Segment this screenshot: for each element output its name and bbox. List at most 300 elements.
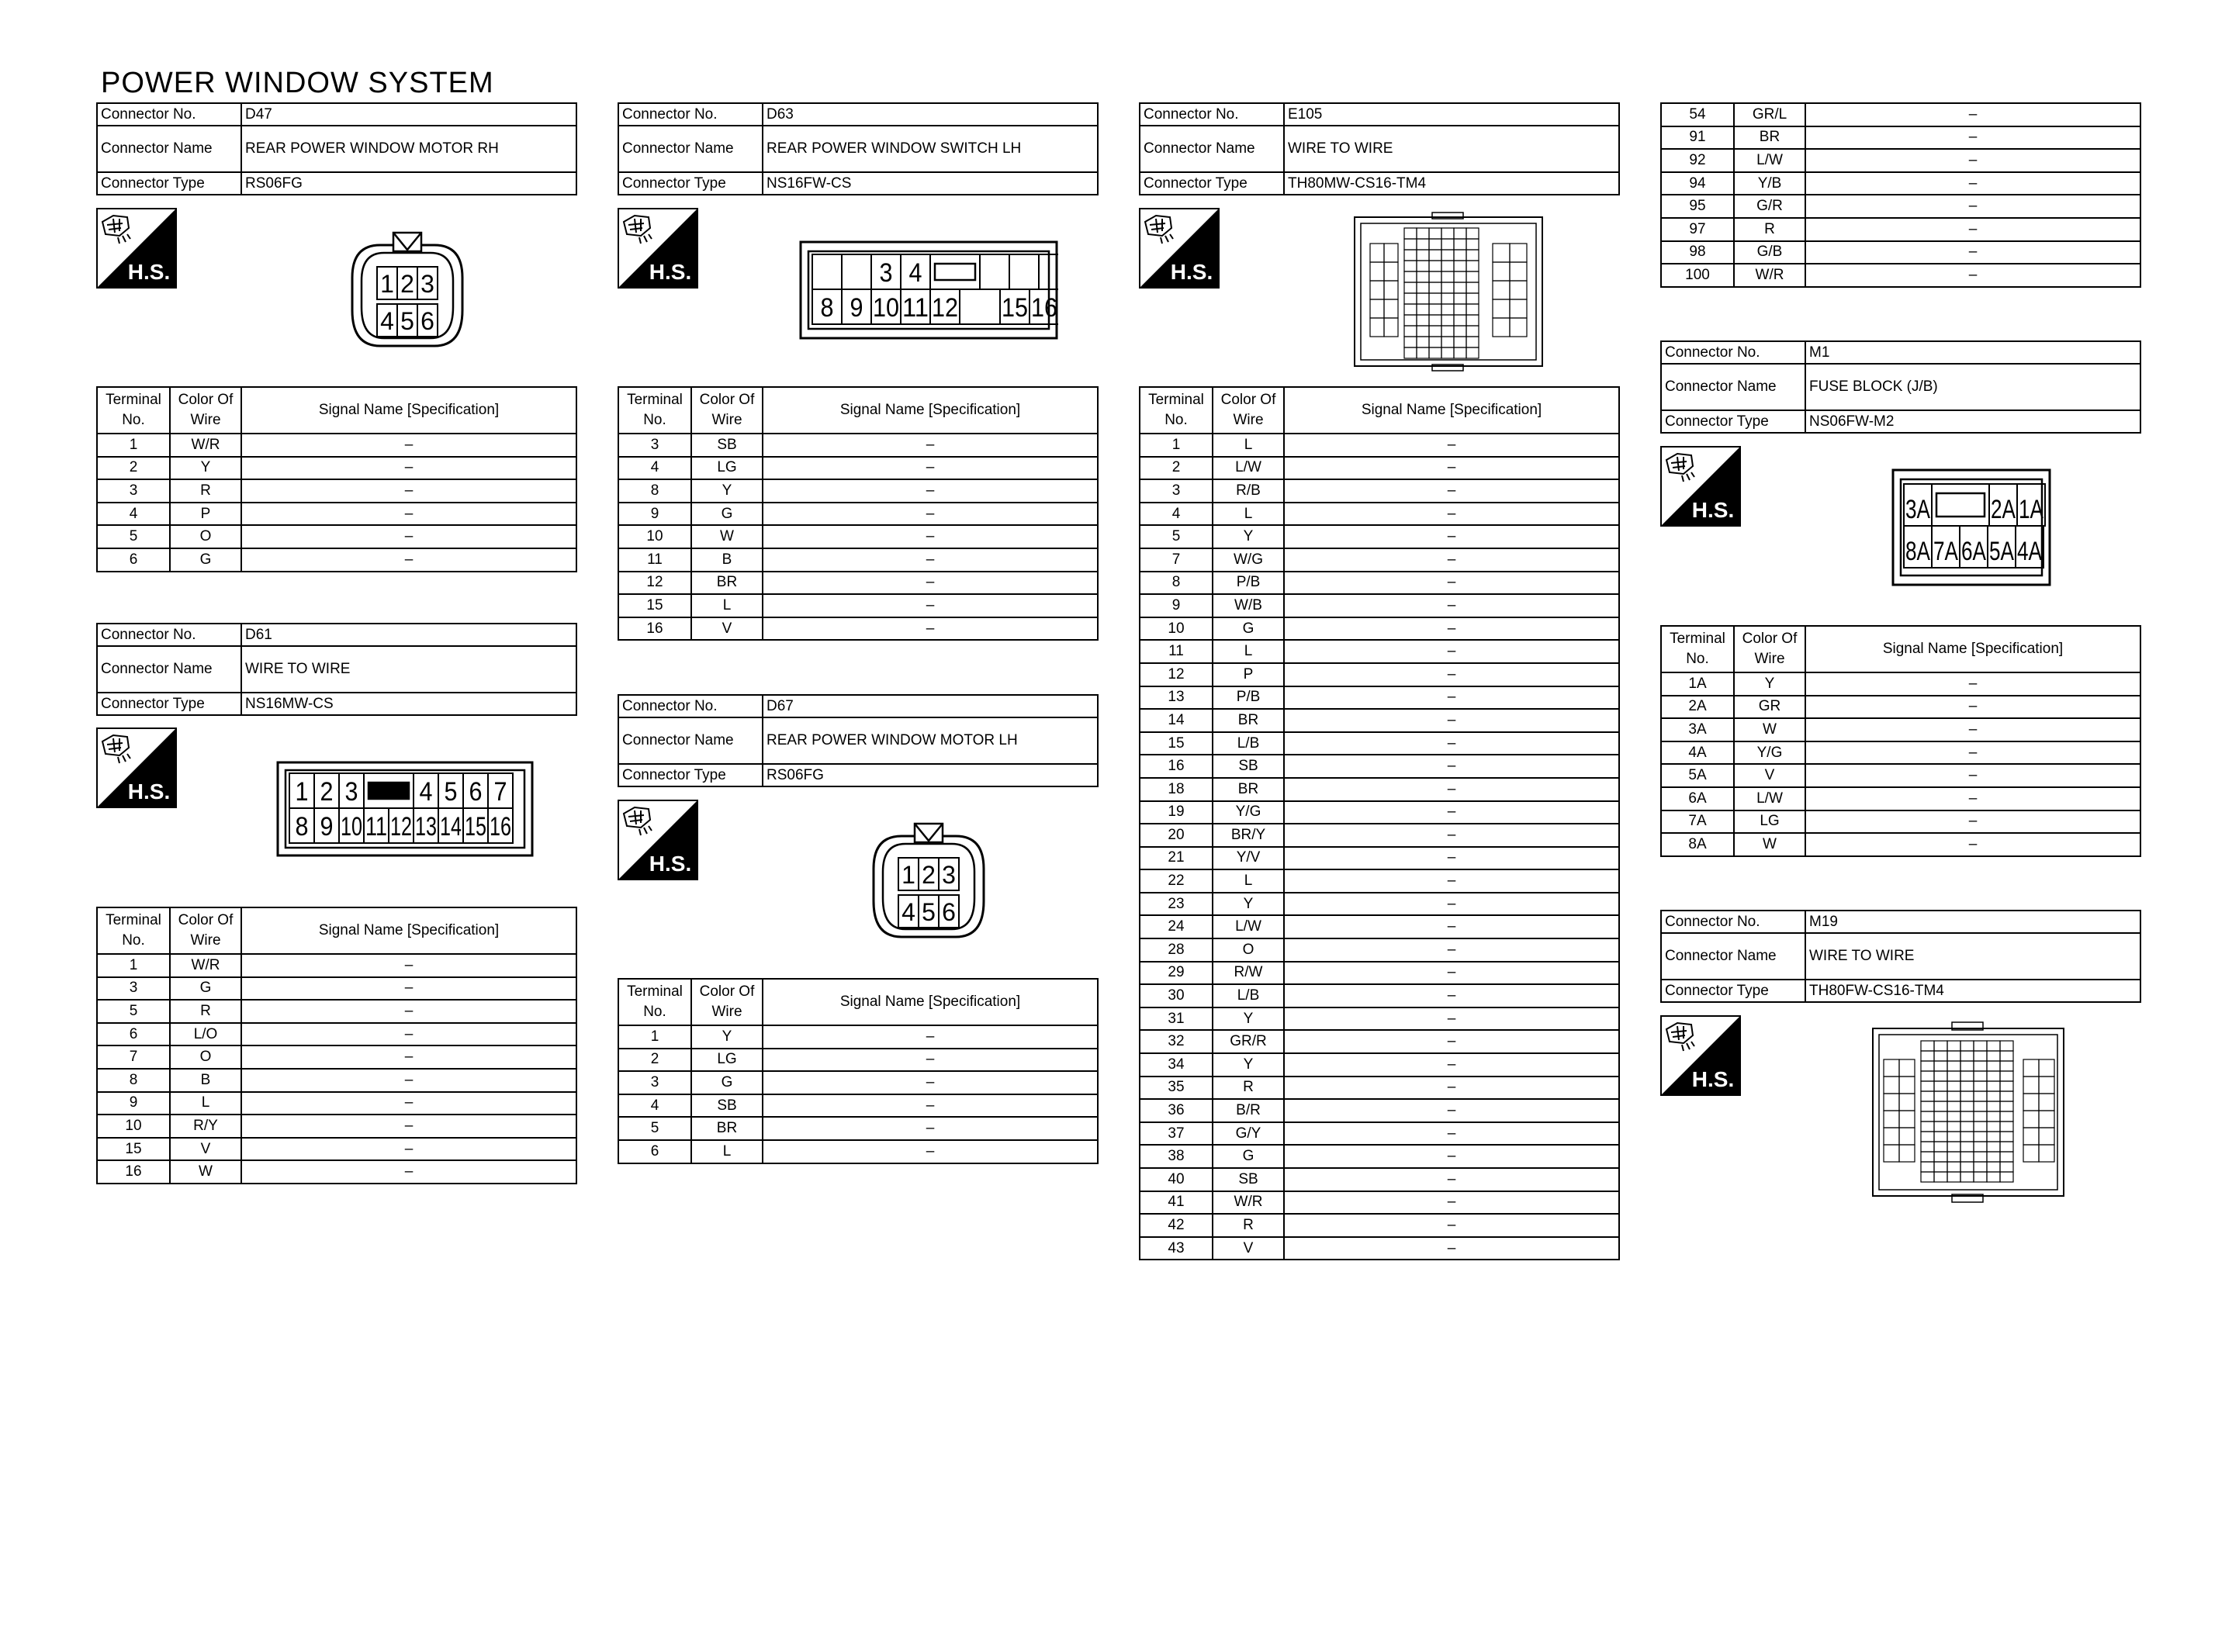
pin-row: [618, 1140, 1098, 1163]
terminal-no-cell: 4: [1140, 503, 1213, 526]
connector-type-label: Connector Type: [618, 764, 763, 786]
terminal-no-cell: 21: [1140, 847, 1213, 870]
signal-name-cell: –: [1805, 172, 2140, 195]
pin-number-label: 6: [469, 777, 483, 807]
pin-table-header: [97, 907, 576, 954]
signal-name-cell: –: [1805, 741, 2140, 765]
signal-name-cell: –: [1284, 1145, 1619, 1168]
connector-type-value: NS16FW-CS: [763, 172, 1098, 195]
terminal-no-cell: 12: [618, 572, 691, 595]
signal-name-cell: –: [1805, 696, 2140, 719]
terminal-no-cell: 6: [97, 548, 170, 572]
signal-name-cell: –: [763, 1025, 1098, 1049]
signal-name-cell: –: [1284, 479, 1619, 503]
terminal-no-cell: 12: [1140, 663, 1213, 686]
pin-row: [1661, 172, 2140, 195]
hs-connector-icon: [1139, 208, 1220, 289]
signal-name-cell: –: [241, 1000, 576, 1023]
wire-color-cell: Y/V: [1213, 847, 1284, 870]
signal-name-header: Signal Name [Specification]: [763, 979, 1098, 1025]
pin-row: [1140, 434, 1619, 457]
pin-row: [1140, 594, 1619, 617]
signal-name-cell: –: [1284, 801, 1619, 824]
pin-row: [97, 1115, 576, 1138]
signal-name-cell: –: [241, 1160, 576, 1184]
connector-m1: [1660, 340, 2141, 434]
signal-name-cell: –: [1284, 869, 1619, 893]
signal-name-cell: –: [241, 1138, 576, 1161]
wire-color-cell: Y: [691, 479, 763, 503]
connector-type-value: NS06FW-M2: [1805, 410, 2140, 433]
pin-number-label: 9: [850, 293, 863, 323]
pin-row: [618, 1025, 1098, 1049]
pin-row: [1661, 149, 2140, 172]
connector-type-label: Connector Type: [618, 172, 763, 195]
hs-connector-icon: [1660, 446, 1741, 527]
wire-color-cell: SB: [691, 434, 763, 457]
signal-name-cell: –: [1284, 847, 1619, 870]
signal-name-cell: –: [763, 594, 1098, 617]
wire-color-cell: L: [1213, 869, 1284, 893]
terminal-no-cell: 1: [97, 954, 170, 977]
signal-name-cell: –: [241, 977, 576, 1001]
color-of-wire-header: Color Of Wire: [691, 387, 763, 434]
terminal-no-cell: 4A: [1661, 741, 1734, 765]
pin-number-label: 5: [444, 777, 458, 807]
terminal-no-cell: 1A: [1661, 672, 1734, 696]
terminal-no-cell: 14: [1140, 709, 1213, 732]
pin-number-label: 4: [419, 777, 433, 807]
pin-row: [618, 572, 1098, 595]
connector-no-value: E105: [1284, 103, 1619, 126]
signal-name-cell: –: [241, 954, 576, 977]
pin-row: [1661, 264, 2140, 287]
terminal-no-header: Terminal No.: [618, 979, 691, 1025]
signal-name-cell: –: [1284, 709, 1619, 732]
hand-side-icon: [618, 208, 698, 289]
pin-row: [1140, 869, 1619, 893]
connector-info-table: [618, 694, 1099, 787]
hand-side-icon: [1660, 446, 1741, 527]
connector-info-table: [618, 102, 1099, 195]
wire-color-cell: GR/R: [1213, 1030, 1284, 1053]
pin-row: [97, 1069, 576, 1092]
wire-color-cell: GR/L: [1734, 103, 1805, 126]
wire-color-cell: BR: [1213, 778, 1284, 801]
pin-table-e105-wrap: [1139, 386, 1620, 1260]
terminal-no-cell: 3A: [1661, 718, 1734, 741]
wire-color-cell: R: [170, 1000, 241, 1023]
pin-row: [1140, 686, 1619, 710]
pin-row: [97, 548, 576, 572]
pin-row: [97, 479, 576, 503]
wire-color-cell: L: [170, 1092, 241, 1115]
signal-name-cell: –: [1805, 787, 2140, 810]
connector-no-value: D63: [763, 103, 1098, 126]
pin-row: [618, 1094, 1098, 1118]
terminal-no-cell: 8: [97, 1069, 170, 1092]
signal-name-cell: –: [1805, 241, 2140, 264]
signal-name-header: Signal Name [Specification]: [241, 387, 576, 434]
terminal-no-cell: 43: [1140, 1237, 1213, 1260]
wire-color-cell: R: [1734, 218, 1805, 241]
wire-color-cell: GR: [1734, 696, 1805, 719]
wire-color-cell: SB: [1213, 1168, 1284, 1191]
wire-color-cell: W/B: [1213, 594, 1284, 617]
pin-row: [1140, 778, 1619, 801]
pin-table-header: [97, 387, 576, 434]
pin-row: [1140, 938, 1619, 962]
pin-number-label: 12: [932, 293, 958, 323]
pin-number-label: 2: [922, 861, 936, 889]
wire-color-cell: W: [691, 525, 763, 548]
signal-name-header: Signal Name [Specification]: [763, 387, 1098, 434]
pin-number-label: 3A: [1905, 495, 1931, 524]
pin-number-label: 2: [320, 777, 334, 807]
connector-name-value: REAR POWER WINDOW SWITCH LH: [763, 126, 1098, 172]
terminal-no-cell: 2A: [1661, 696, 1734, 719]
signal-name-cell: –: [1284, 1168, 1619, 1191]
terminal-no-cell: 8A: [1661, 833, 1734, 856]
wire-color-cell: W/R: [170, 434, 241, 457]
wire-color-cell: W/G: [1213, 548, 1284, 572]
hs-label: H.S.: [1170, 260, 1213, 284]
pin-row: [97, 1160, 576, 1184]
terminal-no-cell: 1: [618, 1025, 691, 1049]
pin-row: [1661, 787, 2140, 810]
pin-number-label: 2A: [1991, 495, 2016, 524]
wire-color-cell: L/W: [1734, 149, 1805, 172]
wire-color-cell: G: [1213, 617, 1284, 641]
pin-table-header: [1661, 626, 2140, 672]
connector-e105: [1139, 102, 1620, 195]
pin-number-label: 4A: [2017, 537, 2043, 566]
wire-color-cell: V: [1734, 764, 1805, 787]
hand-side-icon: [1139, 208, 1220, 289]
connector-info-table: [1660, 340, 2141, 434]
pin-number-label: 4: [380, 307, 394, 335]
pin-number-label: 10: [341, 812, 362, 842]
pin-number-label: 10: [873, 293, 899, 323]
wire-color-cell: W: [170, 1160, 241, 1184]
signal-name-cell: –: [763, 1094, 1098, 1118]
wire-color-cell: R/Y: [170, 1115, 241, 1138]
signal-name-cell: –: [1284, 1007, 1619, 1031]
terminal-no-cell: 3: [618, 1071, 691, 1094]
hand-side-icon: [618, 800, 698, 880]
terminal-no-cell: 30: [1140, 984, 1213, 1007]
terminal-no-cell: 23: [1140, 893, 1213, 916]
signal-name-cell: –: [1284, 755, 1619, 778]
terminal-no-cell: 8: [1140, 572, 1213, 595]
connector-name-value: WIRE TO WIRE: [1284, 126, 1619, 172]
terminal-no-cell: 18: [1140, 778, 1213, 801]
hs-label: H.S.: [1691, 498, 1735, 522]
wire-color-cell: L/B: [1213, 732, 1284, 755]
wire-color-cell: W: [1734, 718, 1805, 741]
pin-row: [1661, 810, 2140, 834]
terminal-no-cell: 19: [1140, 801, 1213, 824]
hand-side-icon: [96, 728, 177, 808]
terminal-no-cell: 7: [97, 1045, 170, 1069]
color-of-wire-header: Color Of Wire: [1213, 387, 1284, 434]
pin-row: [1140, 962, 1619, 985]
wire-color-cell: W/R: [1213, 1191, 1284, 1215]
wire-color-cell: L: [1213, 434, 1284, 457]
connector-name-label: Connector Name: [1661, 364, 1805, 410]
signal-name-cell: –: [1284, 1122, 1619, 1146]
pin-table-d47: [96, 386, 577, 572]
wire-color-cell: R/W: [1213, 962, 1284, 985]
connector-type-label: Connector Type: [1140, 172, 1284, 195]
pin-number-label: 16: [1031, 293, 1057, 323]
connector-info-table: [1139, 102, 1620, 195]
signal-name-cell: –: [1284, 893, 1619, 916]
signal-name-cell: –: [763, 572, 1098, 595]
pin-row: [1140, 1030, 1619, 1053]
signal-name-cell: –: [1284, 617, 1619, 641]
signal-name-cell: –: [1284, 663, 1619, 686]
signal-name-cell: –: [1284, 503, 1619, 526]
pin-row: [1661, 126, 2140, 150]
terminal-no-cell: 7: [1140, 548, 1213, 572]
wire-color-cell: G: [1213, 1145, 1284, 1168]
terminal-no-header: Terminal No.: [1661, 626, 1734, 672]
pin-row: [618, 503, 1098, 526]
connector-d47-face-diagram: [349, 230, 465, 349]
hs-connector-icon: [618, 208, 698, 289]
signal-name-cell: –: [1805, 103, 2140, 126]
pin-row: [1140, 663, 1619, 686]
pin-row: [1140, 984, 1619, 1007]
signal-name-cell: –: [241, 525, 576, 548]
connector-no-label: Connector No.: [97, 103, 241, 126]
terminal-no-cell: 9: [1140, 594, 1213, 617]
pin-number-label: 3: [942, 861, 956, 889]
signal-name-cell: –: [763, 525, 1098, 548]
signal-name-cell: –: [1284, 525, 1619, 548]
terminal-no-header: Terminal No.: [97, 907, 170, 954]
pin-row: [618, 594, 1098, 617]
wire-color-cell: G: [170, 977, 241, 1001]
signal-name-cell: –: [241, 1045, 576, 1069]
pin-row: [97, 977, 576, 1001]
pin-number-label: 11: [365, 812, 387, 842]
signal-name-cell: –: [1284, 915, 1619, 938]
pin-table-header: [618, 979, 1098, 1025]
pin-number-label: 15: [1002, 293, 1028, 323]
pin-number-label: 2: [400, 270, 414, 298]
connector-name-label: Connector Name: [97, 126, 241, 172]
pin-row: [1661, 103, 2140, 126]
pin-row: [618, 479, 1098, 503]
signal-name-cell: –: [241, 548, 576, 572]
terminal-no-cell: 15: [1140, 732, 1213, 755]
wire-color-cell: LG: [691, 457, 763, 480]
connector-e105-face-diagram: [1353, 211, 1544, 374]
terminal-no-cell: 16: [1140, 755, 1213, 778]
signal-name-cell: –: [1805, 149, 2140, 172]
wire-color-cell: O: [1213, 938, 1284, 962]
wire-color-cell: BR/Y: [1213, 824, 1284, 847]
pin-number-label: 4: [901, 898, 915, 926]
wire-color-cell: R: [1213, 1214, 1284, 1237]
pin-row: [1661, 218, 2140, 241]
wire-color-cell: L/W: [1213, 915, 1284, 938]
pin-row: [1661, 696, 2140, 719]
pin-number-label: 6: [420, 307, 434, 335]
pin-row: [1140, 457, 1619, 480]
terminal-no-cell: 8: [618, 479, 691, 503]
hs-label: H.S.: [1691, 1067, 1735, 1091]
signal-name-cell: –: [763, 617, 1098, 641]
signal-name-cell: –: [763, 548, 1098, 572]
wire-color-cell: R: [170, 479, 241, 503]
pin-row: [618, 1117, 1098, 1140]
pin-table-header: [1140, 387, 1619, 434]
wire-color-cell: B: [691, 548, 763, 572]
pin-row: [1140, 801, 1619, 824]
color-of-wire-header: Color Of Wire: [1734, 626, 1805, 672]
terminal-no-cell: 5: [97, 525, 170, 548]
signal-name-cell: –: [763, 457, 1098, 480]
connector-name-label: Connector Name: [1140, 126, 1284, 172]
wire-color-cell: P/B: [1213, 686, 1284, 710]
pin-row: [97, 1023, 576, 1046]
terminal-no-cell: 9: [97, 1092, 170, 1115]
wire-color-cell: L/B: [1213, 984, 1284, 1007]
wire-color-cell: O: [170, 525, 241, 548]
pin-row: [1661, 741, 2140, 765]
pin-table-e105: [1139, 386, 1620, 1260]
pin-number-label: 16: [490, 812, 511, 842]
terminal-no-cell: 4: [97, 503, 170, 526]
pin-row: [618, 1049, 1098, 1072]
terminal-no-cell: 97: [1661, 218, 1734, 241]
pin-row: [97, 1092, 576, 1115]
terminal-no-cell: 95: [1661, 195, 1734, 218]
terminal-no-cell: 32: [1140, 1030, 1213, 1053]
signal-name-cell: –: [1284, 1214, 1619, 1237]
connector-type-value: TH80MW-CS16-TM4: [1284, 172, 1619, 195]
wire-color-cell: W: [1734, 833, 1805, 856]
pin-number-label: 7: [493, 777, 507, 807]
terminal-no-cell: 6A: [1661, 787, 1734, 810]
signal-name-cell: –: [1805, 218, 2140, 241]
signal-name-cell: –: [241, 1069, 576, 1092]
pin-table-d67: [618, 978, 1099, 1164]
terminal-no-cell: 24: [1140, 915, 1213, 938]
hs-connector-icon: [96, 208, 177, 289]
wire-color-cell: P: [170, 503, 241, 526]
wire-color-cell: L/W: [1213, 457, 1284, 480]
signal-name-cell: –: [1284, 434, 1619, 457]
connector-no-label: Connector No.: [1661, 341, 1805, 364]
connector-no-label: Connector No.: [618, 695, 763, 717]
pin-row: [1140, 1191, 1619, 1215]
pin-row: [97, 457, 576, 480]
pin-row: [1140, 617, 1619, 641]
terminal-no-cell: 91: [1661, 126, 1734, 150]
connector-d67-face-diagram: [870, 821, 987, 940]
connector-no-label: Connector No.: [1661, 911, 1805, 933]
pin-row: [618, 457, 1098, 480]
connector-no-label: Connector No.: [1140, 103, 1284, 126]
connector-name-label: Connector Name: [618, 717, 763, 764]
pin-row: [1140, 847, 1619, 870]
terminal-no-cell: 34: [1140, 1053, 1213, 1077]
wire-color-cell: Y: [1213, 1007, 1284, 1031]
pin-row: [1661, 833, 2140, 856]
signal-name-cell: –: [241, 1092, 576, 1115]
terminal-no-cell: 98: [1661, 241, 1734, 264]
signal-name-cell: –: [1284, 594, 1619, 617]
terminal-no-cell: 6: [97, 1023, 170, 1046]
terminal-no-cell: 15: [618, 594, 691, 617]
wire-color-cell: V: [1213, 1237, 1284, 1260]
hand-side-icon: [96, 208, 177, 289]
signal-name-cell: –: [763, 434, 1098, 457]
connector-no-value: D61: [241, 624, 576, 646]
pin-row: [1140, 640, 1619, 663]
signal-name-cell: –: [1805, 195, 2140, 218]
terminal-no-cell: 7A: [1661, 810, 1734, 834]
pin-number-label: 5: [922, 898, 936, 926]
pin-row: [97, 503, 576, 526]
connector-name-value: REAR POWER WINDOW MOTOR RH: [241, 126, 576, 172]
terminal-no-cell: 92: [1661, 149, 1734, 172]
signal-name-cell: –: [1805, 264, 2140, 287]
connector-name-value: FUSE BLOCK (J/B): [1805, 364, 2140, 410]
color-of-wire-header: Color Of Wire: [170, 907, 241, 954]
terminal-no-cell: 5A: [1661, 764, 1734, 787]
terminal-no-cell: 1: [1140, 434, 1213, 457]
pin-row: [618, 617, 1098, 641]
pin-number-label: 5: [400, 307, 414, 335]
pin-number-label: 6: [942, 898, 956, 926]
wire-color-cell: L/O: [170, 1023, 241, 1046]
wire-color-cell: G: [691, 503, 763, 526]
terminal-no-cell: 2: [618, 1049, 691, 1072]
terminal-no-cell: 100: [1661, 264, 1734, 287]
pin-row: [97, 434, 576, 457]
terminal-no-cell: 3: [1140, 479, 1213, 503]
terminal-no-cell: 3: [618, 434, 691, 457]
pin-number-label: 1A: [2019, 495, 2044, 524]
signal-name-cell: –: [763, 479, 1098, 503]
wire-color-cell: G: [691, 1071, 763, 1094]
pin-row: [1140, 893, 1619, 916]
terminal-no-cell: 5: [618, 1117, 691, 1140]
connector-type-label: Connector Type: [1661, 980, 1805, 1002]
wire-color-cell: L: [691, 1140, 763, 1163]
wire-color-cell: L: [1213, 503, 1284, 526]
terminal-no-cell: 10: [1140, 617, 1213, 641]
connector-type-value: RS06FG: [763, 764, 1098, 786]
connector-d63: [618, 102, 1099, 195]
terminal-no-cell: 9: [618, 503, 691, 526]
terminal-no-cell: 54: [1661, 103, 1734, 126]
connector-name-label: Connector Name: [97, 646, 241, 693]
connector-no-label: Connector No.: [618, 103, 763, 126]
wire-color-cell: W/R: [1734, 264, 1805, 287]
terminal-no-cell: 10: [97, 1115, 170, 1138]
connector-name-value: WIRE TO WIRE: [241, 646, 576, 693]
hand-side-icon: [1660, 1015, 1741, 1096]
pin-table-d61: [96, 907, 577, 1184]
pin-row: [1140, 915, 1619, 938]
terminal-no-cell: 42: [1140, 1214, 1213, 1237]
